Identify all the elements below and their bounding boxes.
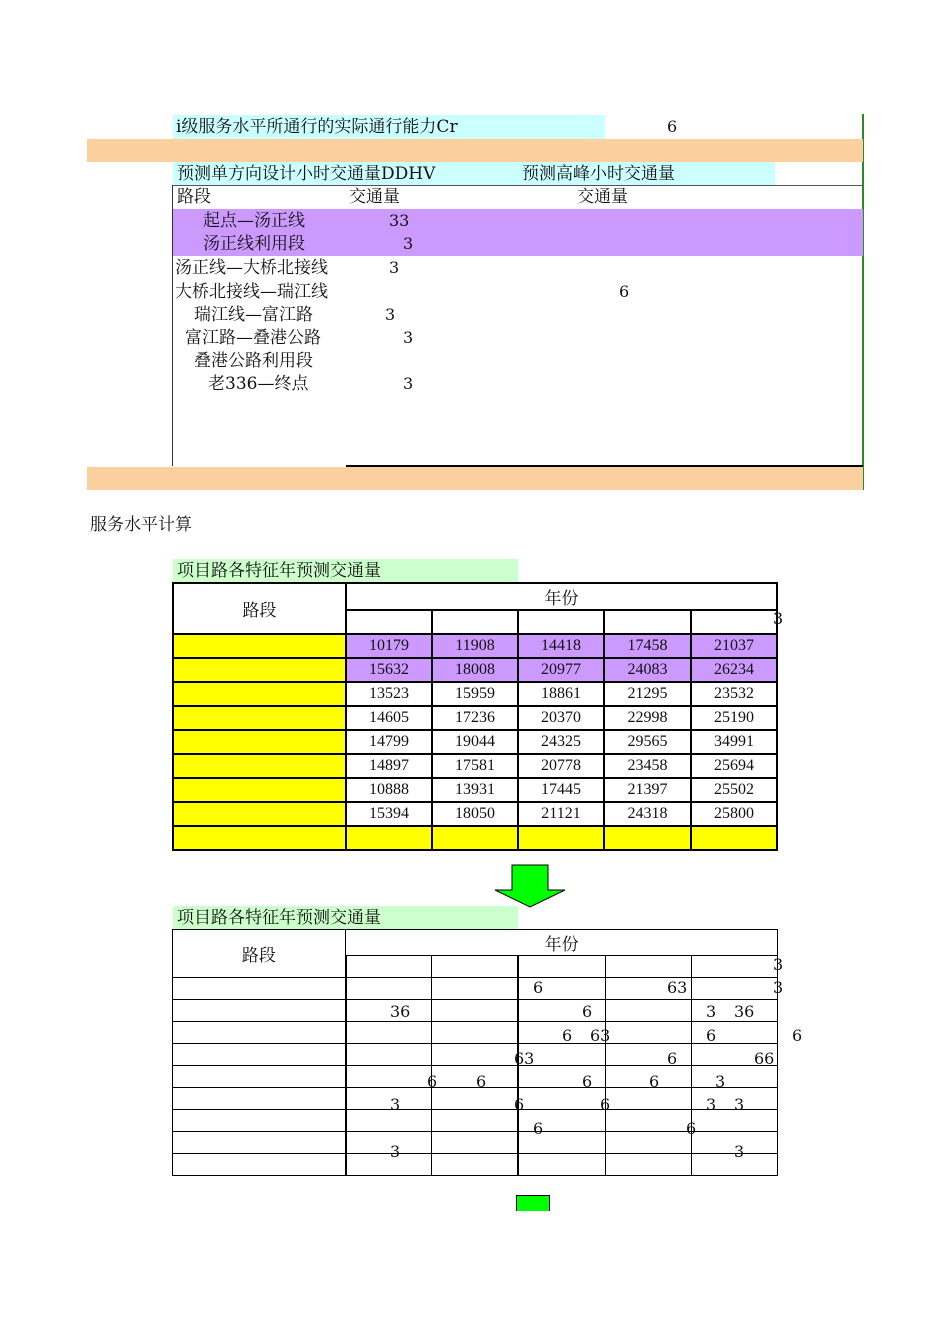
volume-cell [691, 978, 777, 1000]
segment-cell [173, 1154, 346, 1176]
volume-cell: 15394 [346, 802, 432, 826]
volume-cell [346, 1110, 432, 1132]
segment-name: 汤正线利用段 [203, 234, 305, 254]
fragment: 6 [649, 1072, 660, 1091]
volume-cell [432, 1088, 518, 1110]
fragment: 36 [390, 1002, 411, 1021]
volume-cell: 10179 [346, 634, 432, 658]
year-cell [518, 610, 604, 634]
year-cell [691, 956, 777, 978]
fragment: 3 [734, 1095, 745, 1114]
fragment: 36 [734, 1002, 755, 1021]
fragment: 6 [582, 1002, 593, 1021]
volume-cell [691, 826, 777, 850]
fragment: 6 [792, 1026, 803, 1045]
volume-cell [432, 978, 518, 1000]
year-cell [604, 610, 691, 634]
volume-cell: 14799 [346, 730, 432, 754]
segment-cell [173, 802, 346, 826]
volume-cell: 26234 [691, 658, 777, 682]
volume-cell: 18050 [432, 802, 518, 826]
volume-cell: 13931 [432, 778, 518, 802]
volume-cell: 10888 [346, 778, 432, 802]
segment-value: 6 [619, 282, 630, 301]
volume-cell: 20778 [518, 754, 604, 778]
volume-cell: 13523 [346, 682, 432, 706]
fragment: 6 [686, 1119, 697, 1138]
volume-cell [432, 826, 518, 850]
volume-cell: 21037 [691, 634, 777, 658]
down-arrow-icon [492, 864, 568, 908]
segment-name: 叠港公路利用段 [194, 351, 313, 371]
volume-cell: 21295 [604, 682, 691, 706]
segment-name: 老336—终点 [208, 374, 309, 394]
volume-cell [605, 1132, 691, 1154]
segment-value: 33 [389, 211, 410, 230]
volume-cell: 15632 [346, 658, 432, 682]
volume-cell: 23532 [691, 682, 777, 706]
volume-cell [432, 1022, 518, 1044]
volume-cell: 14418 [518, 634, 604, 658]
segment-name: 富江路—叠港公路 [185, 328, 321, 348]
fragment: 63 [590, 1026, 611, 1045]
volume-cell [346, 1022, 432, 1044]
capacity-label: i级服务水平所通行的实际通行能力Cr [176, 117, 458, 137]
year-cell [346, 610, 432, 634]
year-cell [346, 956, 432, 978]
volume-cell: 11908 [432, 634, 518, 658]
segment-cell [173, 1110, 346, 1132]
segment-name: 瑞江线—富江路 [194, 305, 313, 325]
volume-cell [432, 1066, 518, 1088]
volume-cell: 25694 [691, 754, 777, 778]
segment-name: 大桥北接线—瑞江线 [175, 282, 328, 302]
volume-cell: 17581 [432, 754, 518, 778]
overflow-digit: 3 [773, 609, 784, 628]
volume-cell: 19044 [432, 730, 518, 754]
volume-cell [346, 1066, 432, 1088]
volume-cell: 23458 [604, 754, 691, 778]
volume-cell [605, 1154, 691, 1176]
segment-cell [173, 1132, 346, 1154]
fragment: 6 [533, 1119, 544, 1138]
fragment: 6 [476, 1072, 487, 1091]
fragment: 3 [390, 1142, 401, 1161]
col-segment-header: 路段 [177, 187, 211, 207]
volume-cell: 22998 [604, 706, 691, 730]
ddhv-label: 预测单方向设计小时交通量DDHV [177, 164, 436, 184]
volume-cell: 17236 [432, 706, 518, 730]
segment-value: 3 [389, 258, 400, 277]
volume-cell: 24083 [604, 658, 691, 682]
header-underline [173, 185, 863, 186]
segment-cell [173, 706, 346, 730]
table1-year-header: 年份 [346, 583, 777, 610]
volume-cell: 21121 [518, 802, 604, 826]
volume-cell [605, 1044, 691, 1066]
segment-cell [173, 682, 346, 706]
volume-cell: 18008 [432, 658, 518, 682]
table2-year-header: 年份 [346, 930, 778, 956]
year-cell [432, 610, 518, 634]
segment-name: 起点—汤正线 [203, 211, 305, 231]
right-green-border [862, 114, 864, 490]
section-title: 服务水平计算 [90, 515, 192, 535]
fragment: 6 [706, 1026, 717, 1045]
fragment: 6 [667, 1049, 678, 1068]
volume-cell: 15959 [432, 682, 518, 706]
fragment: 6 [562, 1026, 573, 1045]
volume-cell [518, 1110, 605, 1132]
segment-cell [173, 978, 346, 1000]
segment-name: 汤正线—大桥北接线 [175, 258, 328, 278]
peak-label: 预测高峰小时交通量 [522, 164, 675, 184]
segment-value: 3 [385, 305, 396, 324]
fragment: 6 [427, 1072, 438, 1091]
segment-cell [173, 634, 346, 658]
fragment: 6 [600, 1095, 611, 1114]
table1-title: 项目路各特征年预测交通量 [177, 561, 381, 581]
table2-title: 项目路各特征年预测交通量 [177, 908, 381, 928]
fragment: 3 [390, 1095, 401, 1114]
table1 [172, 582, 778, 851]
year-cell [432, 956, 518, 978]
segment-cell [173, 754, 346, 778]
volume-cell [432, 1000, 518, 1022]
volume-cell [432, 1110, 518, 1132]
volume-cell: 25502 [691, 778, 777, 802]
volume-cell [518, 1132, 605, 1154]
segment-cell [173, 826, 346, 850]
volume-cell: 14605 [346, 706, 432, 730]
volume-cell [605, 1022, 691, 1044]
fragment: 63 [667, 978, 688, 997]
segment-cell [173, 1000, 346, 1022]
year-cell [605, 956, 691, 978]
volume-cell [605, 1000, 691, 1022]
volume-cell [346, 1044, 432, 1066]
volume-cell: 14897 [346, 754, 432, 778]
fragment: 6 [533, 978, 544, 997]
segment-cell [173, 1044, 346, 1066]
capacity-value: 6 [667, 117, 678, 136]
volume-cell [518, 826, 604, 850]
segment-cell [173, 1022, 346, 1044]
segment-value: 3 [403, 374, 414, 393]
fragment: 3 [734, 1142, 745, 1161]
volume-cell [604, 826, 691, 850]
volume-cell [432, 1154, 518, 1176]
volume-cell [518, 1154, 605, 1176]
volume-cell [432, 1132, 518, 1154]
volume-cell [346, 826, 432, 850]
volume-cell [346, 1088, 432, 1110]
volume-cell [346, 1132, 432, 1154]
fragment: 66 [754, 1049, 775, 1068]
volume-cell: 20977 [518, 658, 604, 682]
volume-cell [346, 1154, 432, 1176]
fragment: 3 [773, 978, 784, 997]
fragment: 3 [706, 1095, 717, 1114]
fragment: 6 [582, 1072, 593, 1091]
fragment: 3 [706, 1002, 717, 1021]
col-volume2-header: 交通量 [577, 187, 628, 207]
segment-cell [173, 658, 346, 682]
peach-band-2 [87, 467, 863, 490]
fragment: 3 [715, 1072, 726, 1091]
fragment: 63 [514, 1049, 535, 1068]
volume-cell: 24318 [604, 802, 691, 826]
year-cell [691, 610, 777, 634]
volume-cell: 17458 [604, 634, 691, 658]
volume-cell [605, 1110, 691, 1132]
volume-cell: 25800 [691, 802, 777, 826]
volume-cell [691, 1022, 777, 1044]
volume-cell: 29565 [604, 730, 691, 754]
volume-cell: 25190 [691, 706, 777, 730]
peach-band-1 [87, 139, 863, 162]
volume-cell [346, 978, 432, 1000]
volume-cell: 17445 [518, 778, 604, 802]
volume-cell: 21397 [604, 778, 691, 802]
volume-cell: 20370 [518, 706, 604, 730]
fragment: 6 [514, 1095, 525, 1114]
volume-cell [346, 1000, 432, 1022]
volume-cell: 18861 [518, 682, 604, 706]
volume-cell: 34991 [691, 730, 777, 754]
down-arrow-icon [516, 1195, 550, 1211]
volume-cell [432, 1044, 518, 1066]
segment-cell [173, 1088, 346, 1110]
col-volume-header: 交通量 [349, 187, 400, 207]
segment-cell [173, 730, 346, 754]
volume-cell: 24325 [518, 730, 604, 754]
table1-segment-header: 路段 [173, 583, 346, 634]
segment-value: 3 [403, 328, 414, 347]
segment-cell [173, 1066, 346, 1088]
segment-value: 3 [403, 234, 414, 253]
fragment: 3 [773, 955, 784, 974]
table2-segment-header: 路段 [173, 930, 346, 978]
volume-cell [518, 978, 605, 1000]
year-cell [518, 956, 605, 978]
segment-cell [173, 778, 346, 802]
